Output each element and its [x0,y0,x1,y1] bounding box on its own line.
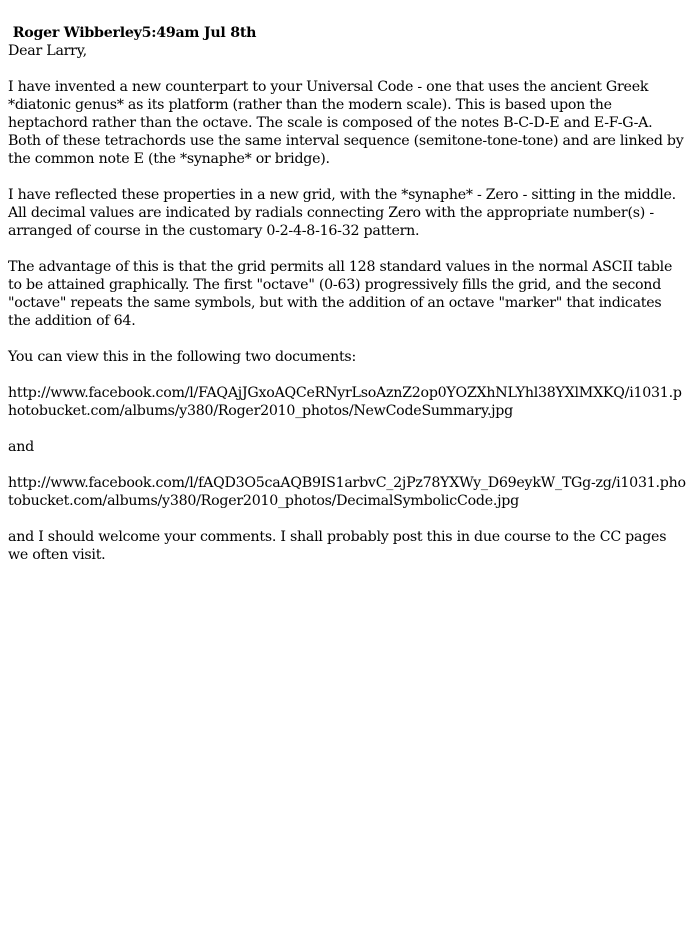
message-body [8,24,688,582]
link-new-code-summary[interactable]: http://www.facebook.com/l/FAQAjJGxoAQCeRNyrLsoAznZ2op0YOZXhNLYhl38YXlMXKQ/i1031.photobucket.com/albums/y380/Roger2010_photos/NewCodeSummary.jpg [8,385,682,419]
paragraph-closing: and I should welcome your comments. I shall probably post this in due course to the CC pages we often visit. [8,529,667,563]
paragraph-view-documents: You can view this in the following two documents: [8,349,356,365]
paragraph-grid: I have reflected these properties in a new grid, with the *synaphe* - Zero - sitting in the middle. All decimal values are indicated by radials connecting Zero with the appropriate number(s) - arranged of course in the customary 0-2-4-8-16-32 pattern. [8,187,676,239]
message-header [8,24,688,42]
paragraph-advantage: The advantage of this is that the grid permits all 128 standard values in the normal ASCII table to be attained graphically. The first "octave" (0-63) progressively fills the grid, and the second "octave" repeats the same symbols, but with the addition of an octave "marker" that indicates the addition of 64. [8,259,673,329]
greeting: Dear Larry, [8,43,87,59]
author-name[interactable]: Roger Wibberley [8,25,142,41]
conjunction-and: and [8,439,34,455]
paragraph-intro: I have invented a new counterpart to your Universal Code - one that uses the ancient Greek *diatonic genus* as its platform (rather than the modern scale). This is based upon the heptachord rather than the octave. The scale is composed of the notes B-C-D-E and E-F-G-A. Both of these tetrachords use the same interval sequence (semitone-tone-tone) and are linked by the common note E (the *synaphe* or bridge). [8,79,684,167]
link-decimal-symbolic-code[interactable]: http://www.facebook.com/l/fAQD3O5caAQB9IS1arbvC_2jPz78YXWy_D69eykW_TGg-zg/i1031.photobucket.com/albums/y380/Roger2010_photos/DecimalSymbolicCode.jpg [8,475,686,509]
message-timestamp: 5:49am Jul 8th [141,25,257,41]
